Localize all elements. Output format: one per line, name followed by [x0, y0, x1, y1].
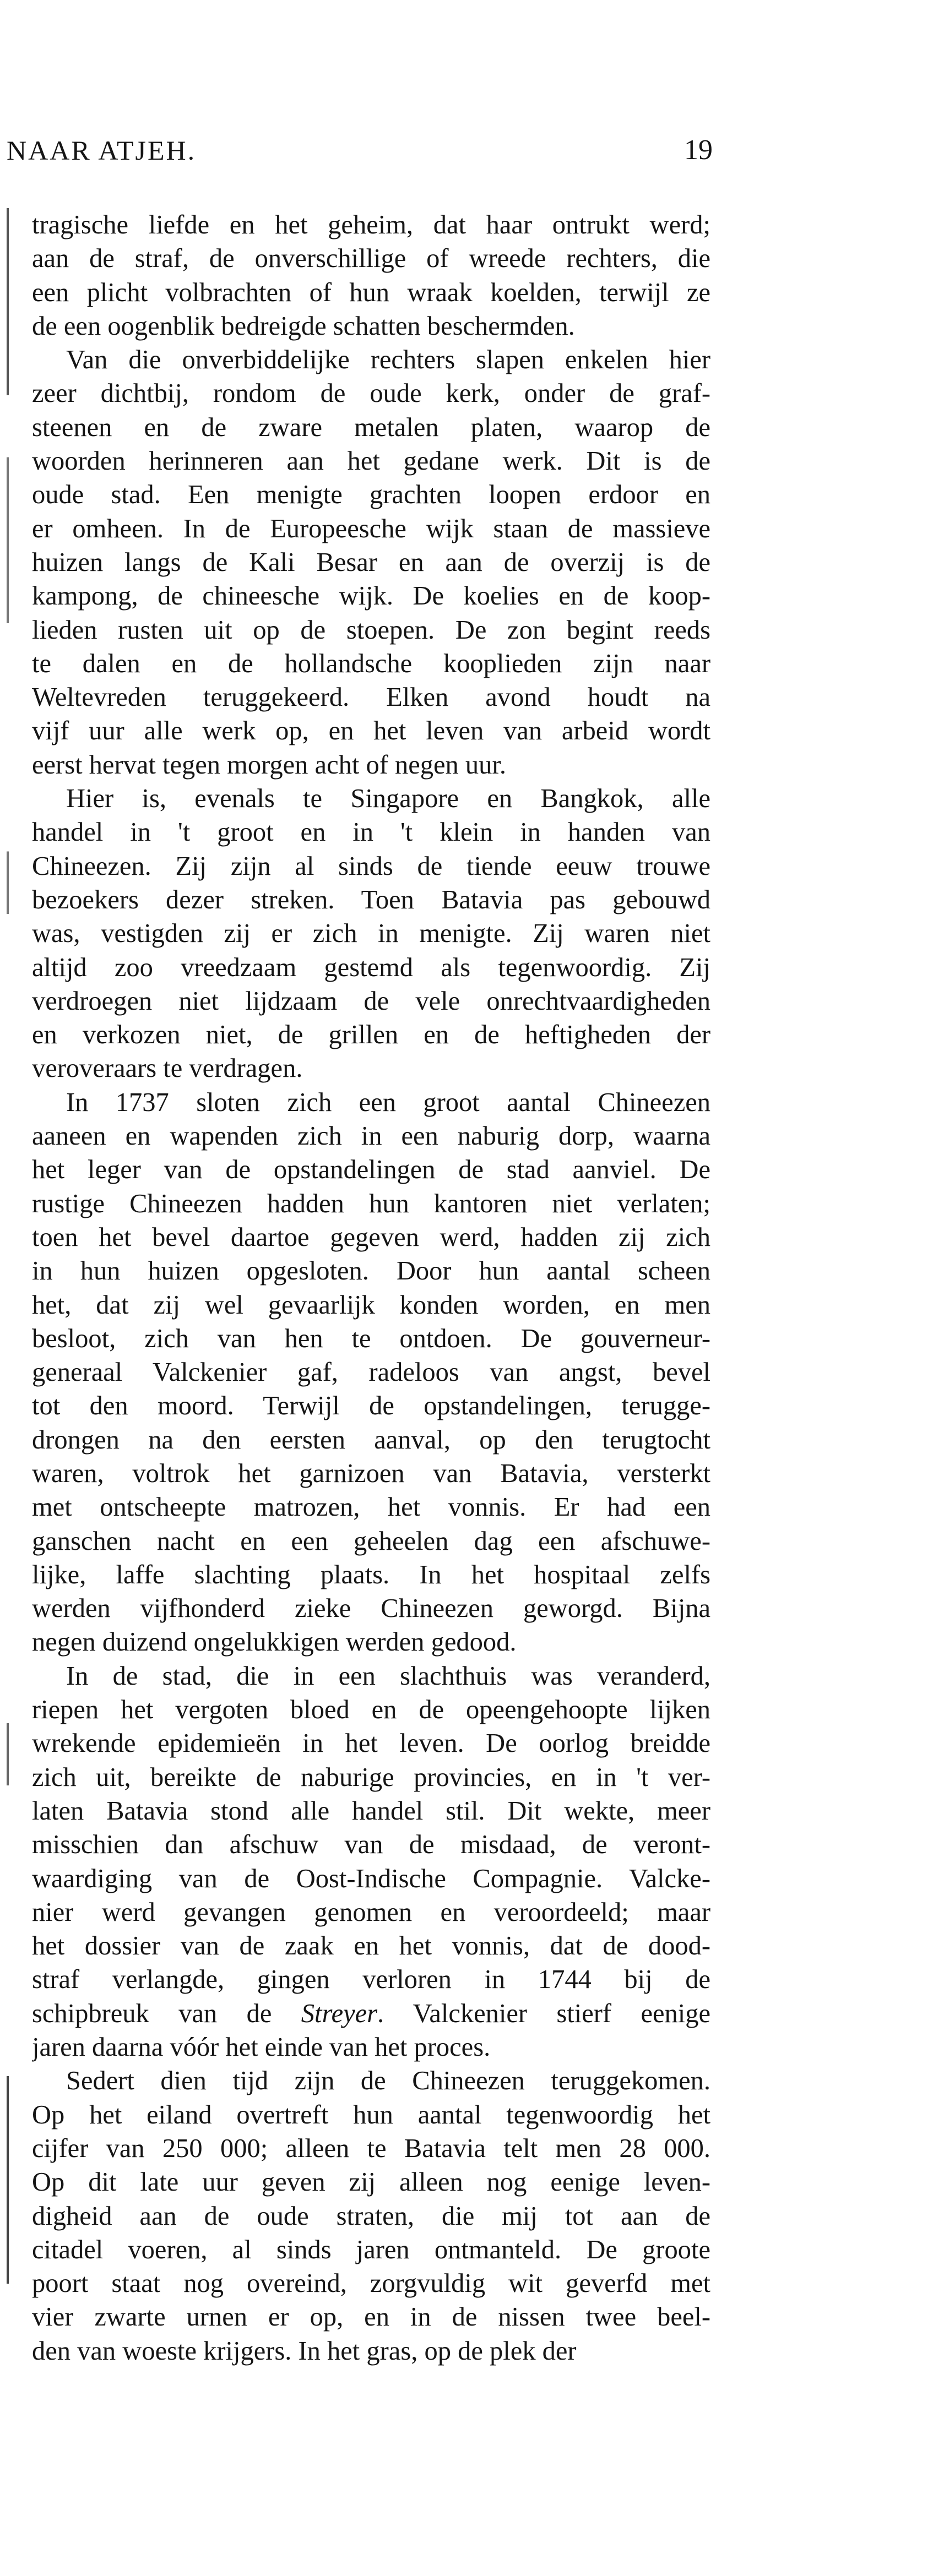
text-line: jaren daarna vóór het einde van het proces. [32, 2033, 491, 2062]
text-line: den van woeste krijgers. In het gras, op de plek der [32, 2336, 577, 2366]
text-line: waardiging van de Oost-Indische Compagnie. Valcke- [32, 1864, 710, 1893]
paragraph [32, 782, 710, 1086]
text-line: wrekende epidemieën in het leven. De oorlog breidde [32, 1729, 710, 1758]
text-line: en verkozen niet, de grillen en de heftigheden der [32, 1020, 710, 1050]
text-line: In 1737 sloten zich een groot aantal Chineezen [66, 1087, 710, 1117]
page-number: 19 [684, 134, 713, 166]
text-line: besloot, zich van hen te ontdoen. De gouverneur- [32, 1324, 710, 1353]
text-line: verdroegen niet lijdzaam de vele onrechtvaardigheden [32, 986, 710, 1016]
text-line: digheid aan de oude straten, die mij tot aan de [32, 2201, 710, 2231]
text-line: met ontscheepte matrozen, het vonnis. Er had een [32, 1493, 710, 1522]
text-run: schipbreuk van de [32, 1998, 301, 2028]
text-line: woorden herinneren aan het gedane werk. Dit is de [32, 446, 710, 476]
text-line: rustige Chineezen hadden hun kantoren niet verlaten; [32, 1189, 710, 1218]
ship-name-italic: Streyer [301, 1998, 378, 2028]
text-line: tragische liefde en het geheim, dat haar ontrukt werd; [32, 210, 710, 239]
text-line: Sedert dien tijd zijn de Chineezen teruggekomen. [66, 2066, 710, 2096]
text-line: zich uit, bereikte de naburige provincies, en in 't ver- [32, 1762, 710, 1792]
text-run: . Valckenier stierf eenige [377, 1998, 710, 2028]
text-line: eerst hervat tegen morgen acht of negen uur. [32, 750, 506, 780]
text-line: negen duizend ongelukkigen werden gedood. [32, 1627, 517, 1657]
paragraph [32, 1659, 710, 2065]
text-line [32, 1997, 710, 2030]
text-line: huizen langs de Kali Besar en aan de overzij is de [32, 547, 710, 577]
text-line: een plicht volbrachten of hun wraak koelden, terwijl ze [32, 277, 710, 307]
text-line: in hun huizen opgesloten. Door hun aantal scheen [32, 1256, 710, 1286]
text-line: het leger van de opstandelingen de stad aanviel. De [32, 1155, 710, 1185]
text-line: Op het eiland overtreft hun aantal tegenwoordig het [32, 2100, 710, 2130]
text-line: poort staat nog overeind, zorgvuldig wit geverfd met [32, 2269, 710, 2299]
text-line: Op dit late uur geven zij alleen nog eenige leven- [32, 2167, 710, 2197]
text-line: lijke, laffe slachting plaats. In het hospitaal zelfs [32, 1560, 710, 1589]
text-line: zeer dichtbij, rondom de oude kerk, onder de graf- [32, 379, 710, 409]
text-line: het, dat zij wel gevaarlijk konden worden, en men [32, 1290, 710, 1320]
text-line: kampong, de chineesche wijk. De koelies en de koop- [32, 581, 710, 611]
text-line: In de stad, die in een slachthuis was veranderd, [66, 1661, 710, 1691]
text-line: werden vijfhonderd zieke Chineezen geworgd. Bijna [32, 1594, 710, 1624]
text-line: generaal Valckenier gaf, radeloos van angst, bevel [32, 1358, 710, 1387]
text-line: de een oogenblik bedreigde schatten beschermden. [32, 311, 575, 341]
text-line: tot den moord. Terwijl de opstandelingen, terugge- [32, 1391, 710, 1421]
paragraph [32, 2064, 710, 2368]
text-line: handel in 't groot en in 't klein in handen van [32, 818, 710, 847]
text-line: steenen en de zware metalen platen, waarop de [32, 412, 710, 442]
paragraph [32, 208, 710, 343]
text-line: straf verlangde, gingen verloren in 1744 bij de [32, 1965, 710, 1995]
text-line: riepen het vergoten bloed en de opeengehoopte lijken [32, 1695, 710, 1725]
text-line: veroveraars te verdragen. [32, 1054, 303, 1083]
text-line: nier werd gevangen genomen en veroordeeld; maar [32, 1897, 710, 1927]
paragraph [32, 1086, 710, 1659]
running-title: NAAR ATJEH. [7, 135, 197, 166]
text-line: drongen na den eersten aanval, op den terugtocht [32, 1425, 710, 1455]
text-line: toen het bevel daartoe gegeven werd, hadden zij zich [32, 1222, 710, 1252]
text-line: aaneen en wapenden zich in een naburig dorp, waarna [32, 1121, 710, 1151]
paragraph [32, 343, 710, 782]
text-line: aan de straf, de onverschillige of wreede rechters, die [32, 244, 710, 274]
text-line: waren, voltrok het garnizoen van Batavia, versterkt [32, 1458, 710, 1488]
text-line: lieden rusten uit op de stoepen. De zon begint reeds [32, 615, 710, 645]
text-line: altijd zoo vreedzaam gestemd als tegenwoordig. Zij [32, 952, 710, 982]
text-line: was, vestigden zij er zich in menigte. Zij waren niet [32, 919, 710, 949]
text-line: oude stad. Een menigte grachten loopen erdoor en [32, 480, 710, 510]
running-head [7, 131, 713, 170]
text-line: het dossier van de zaak en het vonnis, dat de dood- [32, 1931, 710, 1961]
text-line: bezoekers dezer streken. Toen Batavia pas gebouwd [32, 885, 710, 914]
text-line: Van die onverbiddelijke rechters slapen enkelen hier [66, 345, 710, 375]
text-line: te dalen en de hollandsche kooplieden zijn naar [32, 649, 710, 678]
body-text [32, 208, 710, 2368]
margin-rule [7, 208, 9, 2284]
text-line: laten Batavia stond alle handel stil. Dit wekte, meer [32, 1796, 710, 1826]
text-line: citadel voeren, al sinds jaren ontmanteld. De groote [32, 2235, 710, 2264]
text-line: vier zwarte urnen er op, en in de nissen twee beel- [32, 2302, 710, 2332]
text-line: er omheen. In de Europeesche wijk staan de massieve [32, 514, 710, 543]
text-line: Weltevreden teruggekeerd. Elken avond houdt na [32, 683, 710, 712]
text-line: ganschen nacht en een geheelen dag een afschuwe- [32, 1526, 710, 1556]
text-line: vijf uur alle werk op, en het leven van arbeid wordt [32, 716, 710, 746]
text-line: Chineezen. Zij zijn al sinds de tiende eeuw trouwe [32, 851, 710, 881]
text-line: cijfer van 250 000; alleen te Batavia telt men 28 000. [32, 2133, 710, 2163]
text-line: misschien dan afschuw van de misdaad, de veront- [32, 1830, 710, 1860]
text-line: Hier is, evenals te Singapore en Bangkok, alle [66, 784, 710, 814]
